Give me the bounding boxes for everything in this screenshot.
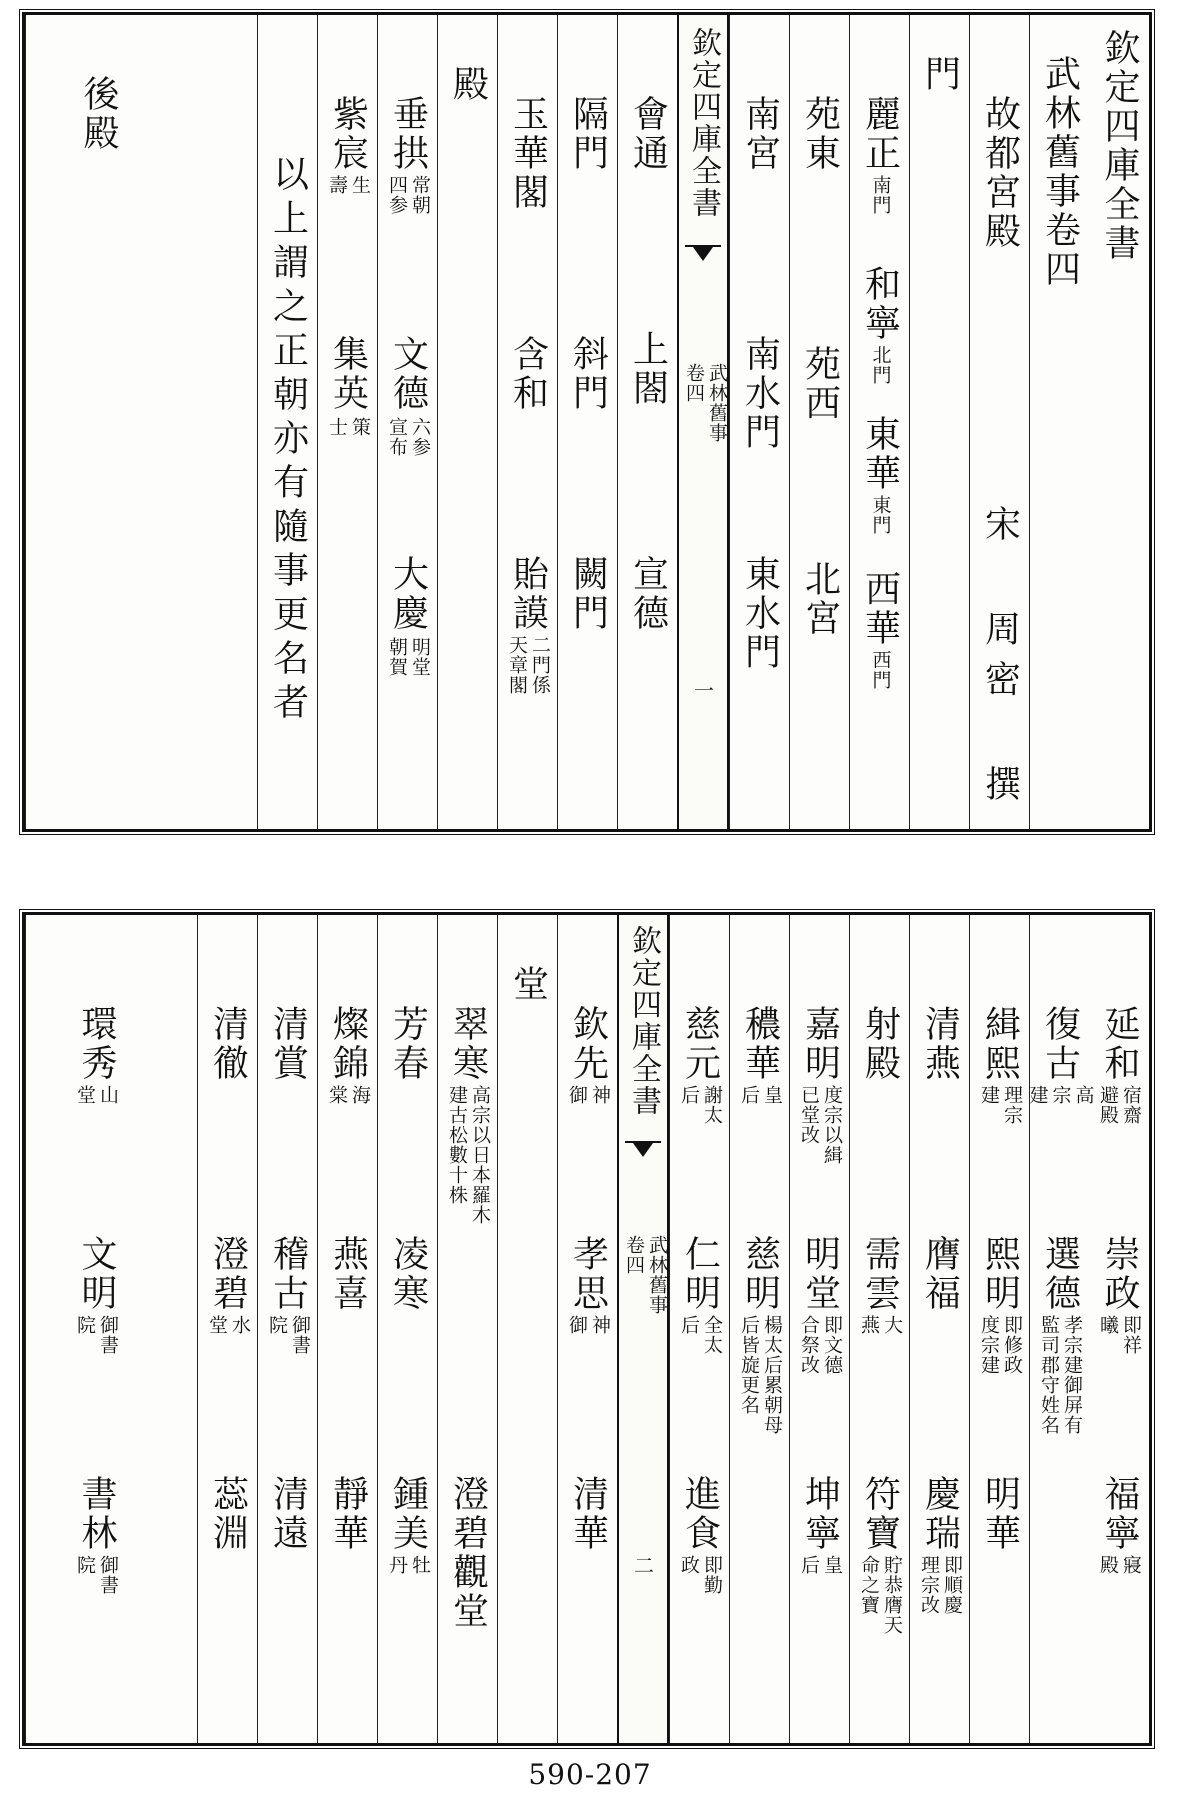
folio-number: 二 (630, 1555, 655, 1575)
entry: 慶瑞 (919, 1475, 961, 1553)
note: 即文德 合祭改 (798, 1315, 843, 1375)
col-title (1029, 15, 1089, 829)
row-5 (849, 915, 909, 1743)
note: 神 御 (566, 1315, 611, 1335)
entry: 上閤 (627, 330, 669, 408)
top-page (22, 12, 1152, 832)
entry: 清賞 (267, 1005, 309, 1083)
col-gates-3 (729, 15, 789, 829)
entry: 選德 (1039, 1235, 1081, 1313)
entry: 符寶 (859, 1475, 901, 1553)
entry: 大慶 (387, 555, 429, 633)
entry: 復古 (1039, 1005, 1081, 1083)
row-1 (1089, 915, 1149, 1743)
entry: 貽謨 (507, 555, 549, 633)
entry: 文德 (387, 335, 429, 413)
entry: 文明 (76, 1235, 117, 1313)
note: 御書 院 (74, 1555, 119, 1595)
col-gates-2 (789, 15, 849, 829)
entry: 熙明 (979, 1235, 1021, 1313)
entry: 孝思 (567, 1235, 609, 1313)
entry: 書林 (76, 1475, 117, 1553)
note: 楊太后累朝母 后皆旋更名 (738, 1315, 783, 1435)
entry: 斜門 (567, 335, 609, 413)
note: 全太 后 (678, 1315, 723, 1355)
note: 南門 (869, 175, 892, 215)
entry: 清燕 (919, 1005, 961, 1083)
col-header (1089, 15, 1149, 829)
note: 理宗 建 (978, 1085, 1023, 1125)
entry: 慈明 (739, 1235, 781, 1313)
entry: 穠華 (739, 1005, 781, 1083)
note: 皇 后 (738, 1085, 783, 1105)
entry: 慈元 (679, 1005, 721, 1083)
spine-title: 欽定四庫全書 (626, 925, 661, 1117)
note: 高宗以日本羅木 建古松數十株 (446, 1085, 491, 1225)
entry: 需雲 (859, 1235, 901, 1313)
entry: 苑東 (799, 95, 841, 173)
chapter-title: 武林舊事卷四 (1039, 55, 1081, 289)
entry: 北宮 (799, 560, 841, 638)
fishtail-mark (685, 245, 721, 273)
entry: 南水門 (739, 335, 781, 452)
note: 水 堂 (206, 1315, 251, 1335)
col-section (969, 15, 1029, 829)
note: 宿齋 避殿 (1097, 1085, 1142, 1125)
entry: 隔門 (567, 95, 609, 173)
entry: 延和 (1099, 1005, 1140, 1083)
entry: 集英 (327, 335, 369, 413)
entry: 嘉明 (799, 1005, 841, 1083)
entry: 苑西 (799, 345, 841, 423)
note: 常朝 四参 (386, 175, 431, 215)
row-9 (557, 915, 617, 1743)
section-title: 故都宮殿 (979, 95, 1021, 251)
note: 神 御 (566, 1085, 611, 1105)
entry: 清遠 (267, 1475, 309, 1553)
note: 東門 (869, 495, 892, 535)
note: 度宗以緝 已堂改 (798, 1085, 843, 1165)
entry: 麗正 (859, 95, 901, 173)
note: 御書 院 (74, 1315, 119, 1355)
entry: 後殿 (78, 75, 119, 153)
fishtail-mark (625, 1141, 661, 1169)
note: 貯恭膺天 命之寶 (858, 1555, 903, 1635)
entry: 玉華閣 (507, 95, 549, 212)
note: 寢 殿 (1097, 1555, 1142, 1575)
entry: 膺福 (919, 1235, 961, 1313)
entry: 燦錦 (327, 1005, 369, 1083)
spine-bottom (617, 915, 669, 1743)
entry: 清徹 (207, 1005, 249, 1083)
col-hall-heading (437, 15, 497, 829)
entry: 蕊淵 (207, 1475, 249, 1553)
row-13 (257, 915, 317, 1743)
entry: 西華 (859, 570, 901, 648)
entry: 垂拱 (387, 95, 429, 173)
gate-heading: 門 (919, 55, 961, 94)
note: 即順慶 理宗改 (918, 1555, 963, 1615)
entry: 明堂 (799, 1235, 841, 1313)
author-line: 宋 周密 撰 (979, 505, 1021, 815)
note: 明堂 朝賀 (386, 637, 431, 677)
entry: 東華 (859, 415, 901, 493)
entry: 環秀 (76, 1005, 117, 1083)
entry: 清華 (567, 1475, 609, 1553)
entry: 進食 (679, 1475, 721, 1553)
book-header: 欽定四庫全書 (1099, 29, 1140, 263)
entry: 燕喜 (327, 1235, 369, 1313)
note: 二門係 天章閣 (506, 635, 551, 695)
page-number: 590-207 (528, 1758, 652, 1791)
entry: 含和 (507, 335, 549, 413)
folio-number: 一 (690, 680, 715, 700)
spine-title: 欽定四庫全書 (686, 27, 721, 219)
row-7 (729, 915, 789, 1743)
entry: 坤寧 (799, 1475, 841, 1553)
entry: 翠寒 (447, 1005, 489, 1083)
col-gates-6 (497, 15, 557, 829)
row-11 (377, 915, 437, 1743)
col-gate-heading (909, 15, 969, 829)
note: 六参 宣布 (386, 417, 431, 457)
spine-top (677, 15, 729, 829)
entry: 射殿 (859, 1005, 901, 1083)
entry: 會通 (627, 95, 669, 173)
note: 皇 后 (798, 1555, 843, 1575)
entry: 澄碧觀堂 (447, 1475, 489, 1631)
col-gates-5 (557, 15, 617, 829)
col-halls-4 (25, 15, 257, 829)
entry: 鍾美 (387, 1475, 429, 1553)
col-gates-1 (849, 15, 909, 829)
entry: 南宮 (739, 95, 781, 173)
note: 北門 (869, 345, 892, 385)
spine-subtitle: 武林舊事 卷四 (623, 1235, 668, 1315)
entry: 紫宸 (327, 95, 369, 173)
note: 大 燕 (858, 1315, 903, 1335)
row-2 (1026, 915, 1095, 1743)
entry: 凌寒 (387, 1235, 429, 1313)
note: 高 宗 建 (1026, 1085, 1095, 1105)
row-8 (669, 915, 729, 1743)
entry: 東水門 (739, 555, 781, 672)
note: 山 堂 (74, 1085, 119, 1105)
col-gates-4 (617, 15, 677, 829)
entry: 仁明 (679, 1235, 721, 1313)
entry: 宣德 (627, 555, 669, 633)
entry-sentence: 以上謂之正朝亦有隨事更名者 (267, 155, 309, 727)
note: 策 士 (326, 417, 371, 437)
col-halls-1 (377, 15, 437, 829)
col-halls-3 (257, 15, 317, 829)
entry: 福寧 (1099, 1475, 1140, 1553)
note: 謝太 后 (678, 1085, 723, 1125)
col-halls-2 (317, 15, 377, 829)
row-6 (789, 915, 849, 1743)
hall-heading: 堂 (507, 965, 549, 1004)
note: 御書 院 (266, 1315, 311, 1355)
entry: 澄碧 (207, 1235, 249, 1313)
entry: 明華 (979, 1475, 1021, 1553)
bottom-page (22, 912, 1152, 1746)
entry: 稽古 (267, 1235, 309, 1313)
note: 即勤 政 (678, 1555, 723, 1595)
row-12 (317, 915, 377, 1743)
row-hall-heading (497, 915, 557, 1743)
entry: 欽先 (567, 1005, 609, 1083)
note: 即修政 度宗建 (978, 1315, 1023, 1375)
entry: 闕門 (567, 555, 609, 633)
row-3 (969, 915, 1029, 1743)
spine-subtitle: 武林舊事 卷四 (683, 363, 728, 443)
note: 即祥 曦 (1097, 1315, 1142, 1355)
row-4 (909, 915, 969, 1743)
entry: 緝熙 (979, 1005, 1021, 1083)
note: 生 壽 (326, 175, 371, 195)
note: 西門 (869, 650, 892, 690)
entry: 崇政 (1099, 1235, 1140, 1313)
row-10 (437, 915, 497, 1743)
note: 孝宗建御屏有 監司郡守姓名 (1038, 1315, 1083, 1435)
row-15 (25, 915, 197, 1743)
entry: 芳春 (387, 1005, 429, 1083)
note: 牡 丹 (386, 1555, 431, 1575)
note: 海 棠 (326, 1085, 371, 1105)
entry: 靜華 (327, 1475, 369, 1553)
entry: 和寧 (859, 265, 901, 343)
row-14 (197, 915, 257, 1743)
hall-heading: 殿 (447, 65, 489, 104)
